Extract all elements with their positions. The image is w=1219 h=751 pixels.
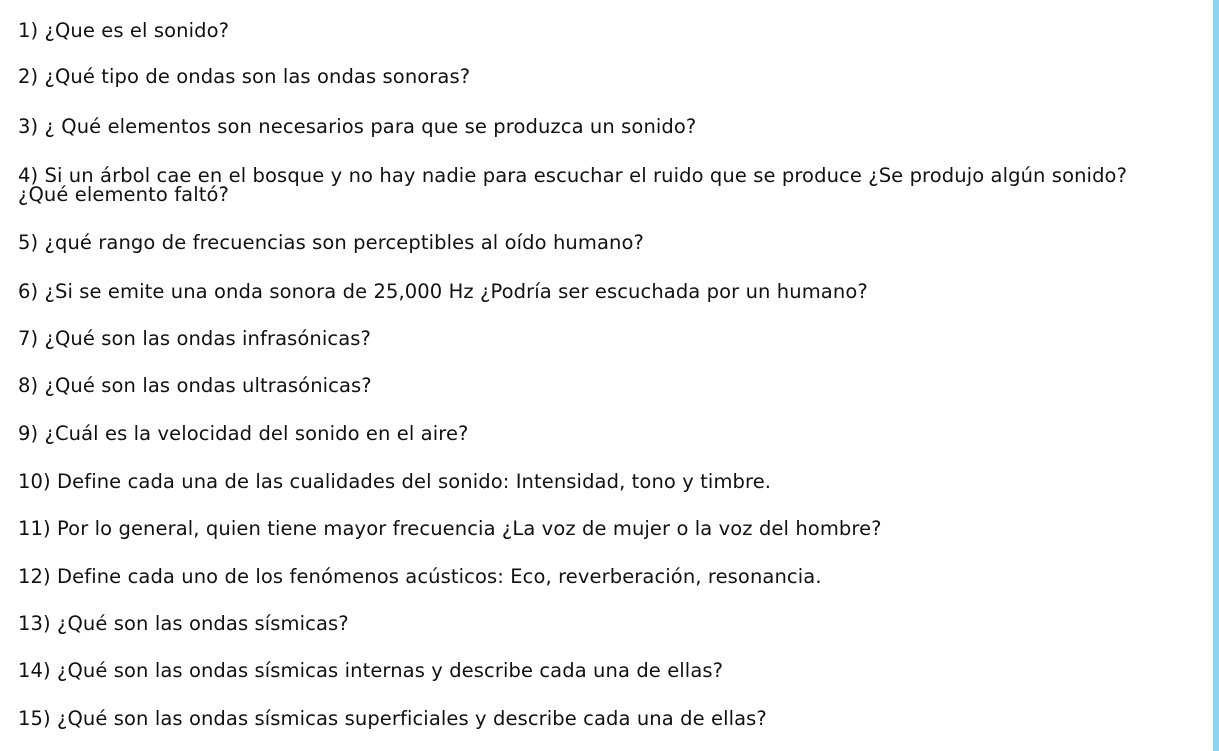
question-4: 4) Si un árbol cae en el bosque y no hay nadie para escuchar el ruido que se produce ¿Se produjo algún sonido? bbox=[18, 164, 1128, 187]
question-4-continuation: ¿Qué elemento faltó? bbox=[18, 183, 229, 206]
question-13: 13) ¿Qué son las ondas sísmicas? bbox=[18, 612, 349, 635]
question-3: 3) ¿ Qué elementos son necesarios para que se produzca un sonido? bbox=[18, 115, 697, 138]
question-10: 10) Define cada una de las cualidades del sonido: Intensidad, tono y timbre. bbox=[18, 470, 772, 493]
question-15: 15) ¿Qué son las ondas sísmicas superficiales y describe cada una de ellas? bbox=[18, 707, 767, 730]
question-8: 8) ¿Qué son las ondas ultrasónicas? bbox=[18, 374, 372, 397]
question-14: 14) ¿Qué son las ondas sísmicas internas y describe cada una de ellas? bbox=[18, 659, 724, 682]
question-6: 6) ¿Si se emite una onda sonora de 25,000 Hz ¿Podría ser escuchada por un humano? bbox=[18, 280, 868, 303]
question-12: 12) Define cada uno de los fenómenos acústicos: Eco, reverberación, resonancia. bbox=[18, 565, 822, 588]
right-edge-border bbox=[1213, 0, 1219, 751]
question-2: 2) ¿Qué tipo de ondas son las ondas sonoras? bbox=[18, 65, 471, 88]
question-7: 7) ¿Qué son las ondas infrasónicas? bbox=[18, 327, 371, 350]
question-9: 9) ¿Cuál es la velocidad del sonido en el aire? bbox=[18, 422, 469, 445]
question-1: 1) ¿Que es el sonido? bbox=[18, 19, 230, 42]
question-11: 11) Por lo general, quien tiene mayor frecuencia ¿La voz de mujer o la voz del hombre? bbox=[18, 517, 882, 540]
question-5: 5) ¿qué rango de frecuencias son perceptibles al oído humano? bbox=[18, 231, 644, 254]
